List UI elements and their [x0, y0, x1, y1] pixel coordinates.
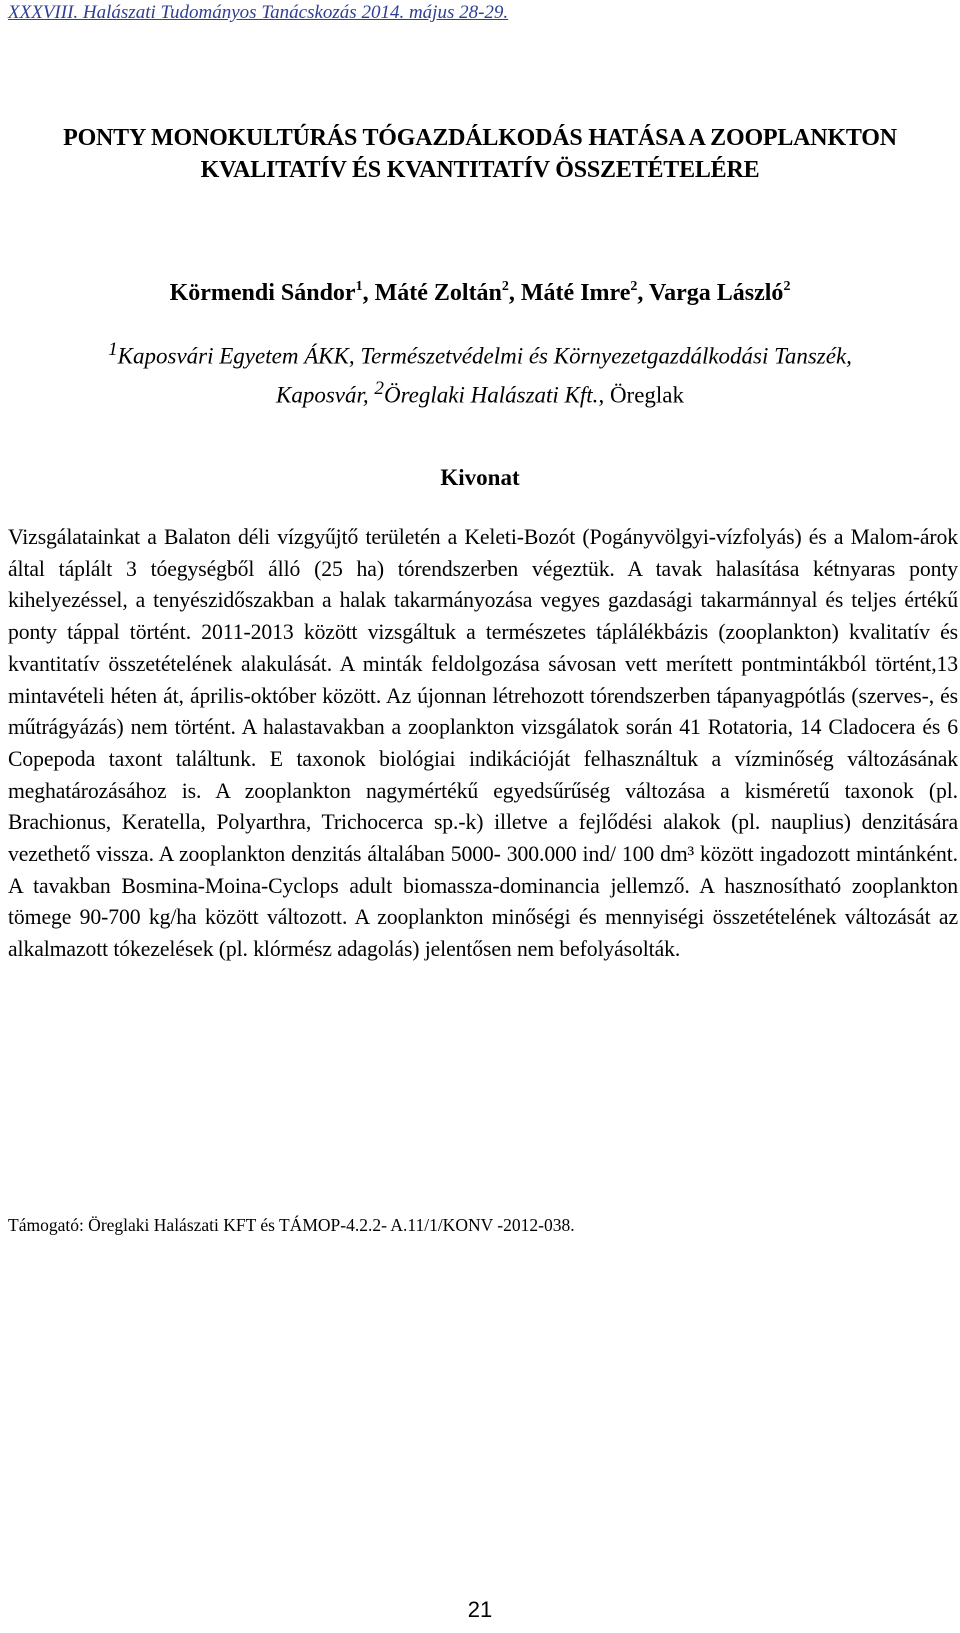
affiliation-1: Kaposvári Egyetem ÁKK, Természetvédelmi és Környezetgazdálkodási Tanszék,	[117, 343, 852, 369]
affiliation-2-city: , Öreglak	[598, 382, 685, 408]
running-header[interactable]: XXXVIII. Halászati Tudományos Tanácskozás 2014. május 28-29.	[8, 2, 509, 23]
page-number: 21	[467, 1597, 493, 1622]
paper-title	[0, 122, 960, 186]
author-list	[0, 277, 960, 309]
author-affiliation-marker: 2	[630, 279, 638, 294]
abstract-body: Vizsgálatainkat a Balaton déli vízgyűjtő területén a Keleti-Bozót (Pogányvölgyi-vízfolyás) és a Malom-árok által táplált 3 tóegységből álló (25 ha) tórendszerben végeztük. A tavak halasítása kétnyaras ponty kihelyezéssel, a tenyészidőszakban a halak takarmányozása vegyes gazdasági takarmánnyal és teljes értékű ponty táppal történt. 2011-2013 között vizsgáltuk a természetes táplálékbázis (zooplankton) kvalitatív és kvantitatív összetételének alakulását. A minták feldolgozása sávosan vett merített pontmintákból történt,13 mintavételi héten át, április-október között. Az újonnan létrehozott tórendszerben tápanyagpótlás (szerves-, és műtrágyázás) nem történt. A halastavakban a zooplankton vizsgálatok során 41 Rotatoria, 14 Cladocera és 6 Copepoda taxont találtunk. E taxonok biológiai indikációját felhasználtuk a vízminőség változásának meghatározásához is. A zooplankton nagymértékű egyedsűrűség változása a kisméretű taxonok (pl. Brachionus, Keratella, Polyarthra, Trichocerca sp.-k) illetve a fejlődési alakok (pl. nauplius) denzitására vezethető vissza. A zooplankton denzitás általában 5000- 300.000 ind/ 100 dm³ között ingadozott mintánként. A tavakban Bosmina-Moina-Cyclops adult biomassza-dominancia jellemző. A hasznosítható zooplankton tömege 90-700 kg/ha között változott. A zooplankton minőségi és mennyiségi összetételének változását az alkalmazott tókezelések (pl. klórmész adagolás) jelentősen nem befolyásolták.	[8, 525, 958, 962]
author-separator: ,	[508, 280, 521, 306]
affiliations	[30, 334, 930, 411]
affiliation-marker: 1	[108, 339, 118, 360]
author-name: Varga László	[648, 280, 784, 306]
affiliation-2: Öreglaki Halászati Kft.	[383, 382, 599, 408]
author	[170, 280, 375, 306]
funding-note: Támogató: Öreglaki Halászati KFT és TÁMOP-4.2.2- A.11/1/KONV -2012-038.	[8, 1215, 575, 1235]
paper-title-line-1: PONTY MONOKULTÚRÁS TÓGAZDÁLKODÁS HATÁSA A ZOOPLANKTON	[63, 125, 897, 151]
affiliation-1-city: Kaposvár,	[275, 382, 375, 408]
author-separator: ,	[637, 280, 649, 306]
affiliation-marker: 2	[374, 377, 384, 399]
paper-title-line-2: KVALITATÍV ÉS KVANTITATÍV ÖSSZETÉTELÉRE	[200, 157, 760, 183]
author	[375, 280, 521, 306]
author-affiliation-marker: 2	[783, 279, 791, 294]
author-name: Máté Imre	[520, 280, 631, 306]
author-affiliation-marker: 2	[501, 279, 509, 294]
author-separator: ,	[362, 280, 375, 306]
author	[521, 280, 649, 306]
author	[649, 280, 790, 306]
affiliation-line-2	[30, 373, 930, 412]
affiliation-line-1	[30, 334, 930, 373]
abstract-heading: Kivonat	[440, 465, 520, 490]
author-name: Máté Zoltán	[374, 280, 502, 306]
author-affiliation-marker: 1	[355, 279, 363, 294]
author-name: Körmendi Sándor	[169, 280, 356, 306]
